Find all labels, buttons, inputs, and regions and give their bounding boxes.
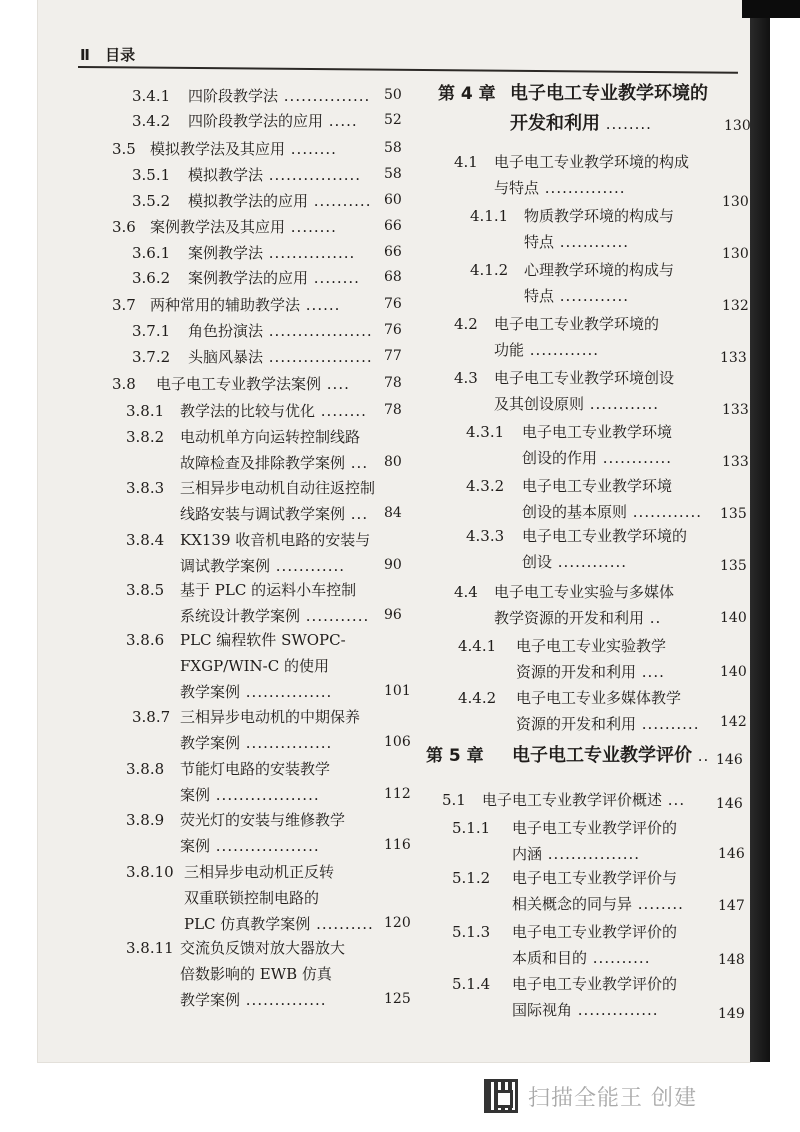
toc-page: 78 <box>384 402 402 418</box>
toc-page: 133 <box>720 350 747 366</box>
toc-number: 5.1.3 <box>452 923 491 941</box>
toc-title-line: 故障检查及排除教学案例 ... <box>180 454 369 472</box>
toc-number: 5.1.4 <box>452 975 491 993</box>
toc-number: 3.8.4 <box>126 531 165 549</box>
toc-number: 4.1.1 <box>470 207 509 225</box>
toc-page: 58 <box>384 166 402 182</box>
toc-number: 第 5 章 <box>426 746 484 766</box>
toc-page: 96 <box>384 607 402 623</box>
toc-number: 3.8.7 <box>132 708 171 726</box>
toc-title-line: 心理教学环境的构成与 <box>524 261 675 279</box>
toc-title: 电子电工专业教学评价 .. <box>512 745 710 766</box>
toc-title-line: 创设 ............ <box>522 553 628 571</box>
toc-number: 3.8.9 <box>126 811 165 829</box>
toc-number: 3.8.1 <box>126 402 165 420</box>
toc-title: 电子电工专业教学法案例 .... <box>156 375 350 393</box>
toc-title: 教学法的比较与优化 ........ <box>180 402 367 420</box>
toc-title-line: 案例 .................. <box>180 837 320 855</box>
toc-page: 132 <box>722 298 749 314</box>
toc-title: 模拟教学法 ................ <box>188 166 362 184</box>
toc-page: 133 <box>722 454 749 470</box>
toc-title-line: 特点 ............ <box>524 287 630 305</box>
toc-number: 3.6.1 <box>132 244 171 262</box>
toc-title-line: 电子电工专业教学环境 <box>522 423 673 441</box>
toc-number: 3.5.1 <box>132 166 171 184</box>
toc-title-line: 电子电工专业教学环境创设 <box>494 369 675 387</box>
toc-page: 142 <box>720 714 747 730</box>
toc-title: 案例教学法 ............... <box>188 244 356 262</box>
watermark-text: 扫描全能王 创建 <box>528 1085 697 1111</box>
toc-page: 76 <box>384 322 402 338</box>
toc-title: 角色扮演法 .................. <box>188 322 373 340</box>
toc-title-line: 特点 ............ <box>524 233 630 251</box>
toc-title-line: 功能 ............ <box>494 341 600 359</box>
toc-title: 模拟教学法的应用 .......... <box>188 192 372 210</box>
toc-number: 4.4.1 <box>458 637 497 655</box>
toc-title-line: 基于 PLC 的运料小车控制 <box>180 581 357 599</box>
toc-title-line: 电子电工专业实验教学 <box>516 637 667 655</box>
toc-number: 3.8.3 <box>126 479 165 497</box>
toc-number: 3.7.2 <box>132 348 171 366</box>
toc-title-line: 资源的开发和利用 .... <box>516 663 665 681</box>
toc-page: 90 <box>384 557 402 573</box>
toc-title-line: 电子电工专业教学评价的 <box>512 975 678 993</box>
toc-page: 146 <box>716 796 743 812</box>
toc-number: 3.8.10 <box>126 863 174 881</box>
toc-title-line: 电子电工专业教学环境的构成 <box>494 153 690 171</box>
toc-title-line: 资源的开发和利用 .......... <box>516 715 700 733</box>
toc-title-line: 电子电工专业教学环境 <box>522 477 673 495</box>
toc-page: 130 <box>722 246 749 262</box>
toc-title-line: 线路安装与调试教学案例 ... <box>180 505 369 523</box>
toc-title-line: 电子电工专业教学环境的 <box>522 527 688 545</box>
toc-title-line: 相关概念的同与异 ........ <box>512 895 684 913</box>
toc-title-line: 三相异步电动机的中期保养 <box>180 708 361 726</box>
toc-number: 4.3.3 <box>466 527 505 545</box>
toc-page: 60 <box>384 192 402 208</box>
toc-page: 120 <box>384 915 411 931</box>
toc-title-line: 案例 .................. <box>180 786 320 804</box>
toc-title-line: 电子电工专业教学环境的 <box>510 83 708 104</box>
toc-title-line: 教学案例 ............... <box>180 734 333 752</box>
toc-page: 147 <box>718 898 745 914</box>
scan-edge <box>750 0 800 1062</box>
toc-title: 案例教学法及其应用 ........ <box>150 218 337 236</box>
toc-page: 148 <box>718 952 745 968</box>
toc-title-line: 电子电工专业多媒体教学 <box>516 689 682 707</box>
toc-page: 140 <box>720 610 747 626</box>
toc-page: 106 <box>384 734 411 750</box>
page-header <box>80 44 135 65</box>
toc-title-line: 创设的基本原则 ............ <box>522 503 703 521</box>
scanner-watermark <box>484 1076 697 1116</box>
toc-title-line: 电子电工专业实验与多媒体 <box>494 583 675 601</box>
toc-title-line: 电子电工专业教学环境的 <box>494 315 660 333</box>
toc-page: 66 <box>384 218 402 234</box>
toc-title-line: 三相异步电动机正反转 <box>184 863 335 881</box>
toc-title-line: 创设的作用 ............ <box>522 449 673 467</box>
toc-number: 4.4 <box>454 583 478 601</box>
toc-title-line: 节能灯电路的安装教学 <box>180 760 331 778</box>
toc-number: 4.1.2 <box>470 261 509 279</box>
toc-title: 头脑风暴法 .................. <box>188 348 373 366</box>
toc-page: 66 <box>384 244 402 260</box>
toc-number: 3.7.1 <box>132 322 171 340</box>
toc-title-line: 交流负反馈对放大器放大 <box>180 939 346 957</box>
toc-page: 146 <box>716 752 743 768</box>
toc-number: 4.4.2 <box>458 689 497 707</box>
toc-page: 68 <box>384 269 402 285</box>
toc-number: 3.5.2 <box>132 192 171 210</box>
toc-page: 50 <box>384 87 402 103</box>
toc-page: 125 <box>384 991 411 1007</box>
toc-title: 案例教学法的应用 ........ <box>188 269 360 287</box>
toc-title-line: 开发和利用 ........ <box>510 113 652 134</box>
toc-number: 4.2 <box>454 315 478 333</box>
toc-title-line: 双重联锁控制电路的 <box>184 889 320 907</box>
toc-number: 3.4.2 <box>132 112 171 130</box>
toc-title-line: 荧光灯的安装与维修教学 <box>180 811 346 829</box>
toc-page: 78 <box>384 375 402 391</box>
toc-number: 3.8.8 <box>126 760 165 778</box>
toc-title-line: PLC 仿真教学案例 .......... <box>184 915 374 933</box>
toc-title-line: KX139 收音机电路的安装与 <box>180 531 371 549</box>
toc-number: 3.6 <box>112 218 136 236</box>
toc-title-line: 三相异步电动机自动往返控制 <box>180 479 376 497</box>
toc-page: 112 <box>384 786 411 802</box>
toc-title-line: 内涵 ................ <box>512 845 641 863</box>
toc-title: 电子电工专业教学评价概述 ... <box>482 791 686 809</box>
toc-title-line: 及其创设原则 ............ <box>494 395 660 413</box>
toc-page: 135 <box>720 558 747 574</box>
page-number-roman: Ⅱ <box>80 46 90 64</box>
toc-number: 5.1.2 <box>452 869 491 887</box>
toc-number: 4.1 <box>454 153 478 171</box>
toc-number: 4.3.1 <box>466 423 505 441</box>
toc-title: 四阶段教学法 ............... <box>188 87 371 105</box>
toc-number: 3.8.2 <box>126 428 165 446</box>
toc-page: 58 <box>384 140 402 156</box>
toc-title-line: 系统设计教学案例 ........... <box>180 607 370 625</box>
toc-page: 130 <box>722 194 749 210</box>
toc-page: 77 <box>384 348 402 364</box>
toc-number: 3.8.6 <box>126 631 165 649</box>
toc-title-line: 电动机单方向运转控制线路 <box>180 428 361 446</box>
toc-page: 76 <box>384 296 402 312</box>
scan-edge-top <box>742 0 800 18</box>
toc-page: 84 <box>384 505 402 521</box>
toc-title: 模拟教学法及其应用 ........ <box>150 140 337 158</box>
toc-number: 3.8 <box>112 375 136 393</box>
toc-title-line: 教学案例 ............... <box>180 683 333 701</box>
qr-code-icon <box>484 1079 518 1113</box>
toc-number: 4.3.2 <box>466 477 505 495</box>
toc-title-line: 与特点 .............. <box>494 179 626 197</box>
toc-page: 146 <box>718 846 745 862</box>
toc-number: 3.5 <box>112 140 136 158</box>
toc-number: 3.4.1 <box>132 87 171 105</box>
toc-title-line: 本质和目的 .......... <box>512 949 651 967</box>
toc-title-line: 物质教学环境的构成与 <box>524 207 675 225</box>
toc-page: 52 <box>384 112 402 128</box>
toc-title-line: FXGP/WIN-C 的使用 <box>180 657 329 675</box>
toc-title: 四阶段教学法的应用 ..... <box>188 112 358 130</box>
toc-number: 第 4 章 <box>438 84 496 104</box>
toc-title-line: 电子电工专业教学评价的 <box>512 819 678 837</box>
toc-title-line: 电子电工专业教学评价与 <box>512 869 678 887</box>
toc-page: 135 <box>720 506 747 522</box>
toc-number: 3.8.11 <box>126 939 174 957</box>
toc-page: 140 <box>720 664 747 680</box>
toc-page: 149 <box>718 1006 745 1022</box>
toc-title-line: 电子电工专业教学评价的 <box>512 923 678 941</box>
toc-title-line: 倍数影响的 EWB 仿真 <box>180 965 332 983</box>
toc-number: 5.1.1 <box>452 819 491 837</box>
header-title: 目录 <box>105 46 136 64</box>
toc-page: 101 <box>384 683 411 699</box>
toc-title-line: 调试教学案例 ............ <box>180 557 346 575</box>
toc-page: 116 <box>384 837 411 853</box>
toc-number: 3.7 <box>112 296 136 314</box>
toc-page: 130 <box>724 118 751 134</box>
toc-number: 3.8.5 <box>126 581 165 599</box>
toc-number: 5.1 <box>442 791 466 809</box>
toc-title-line: 教学资源的开发和利用 .. <box>494 609 662 627</box>
toc-title-line: 教学案例 .............. <box>180 991 327 1009</box>
toc-title-line: PLC 编程软件 SWOPC- <box>180 631 346 649</box>
toc-number: 3.6.2 <box>132 269 171 287</box>
toc-page: 80 <box>384 454 402 470</box>
toc-page: 133 <box>722 402 749 418</box>
toc-title: 两种常用的辅助教学法 ...... <box>150 296 341 314</box>
toc-title-line: 国际视角 .............. <box>512 1001 659 1019</box>
toc-number: 4.3 <box>454 369 478 387</box>
